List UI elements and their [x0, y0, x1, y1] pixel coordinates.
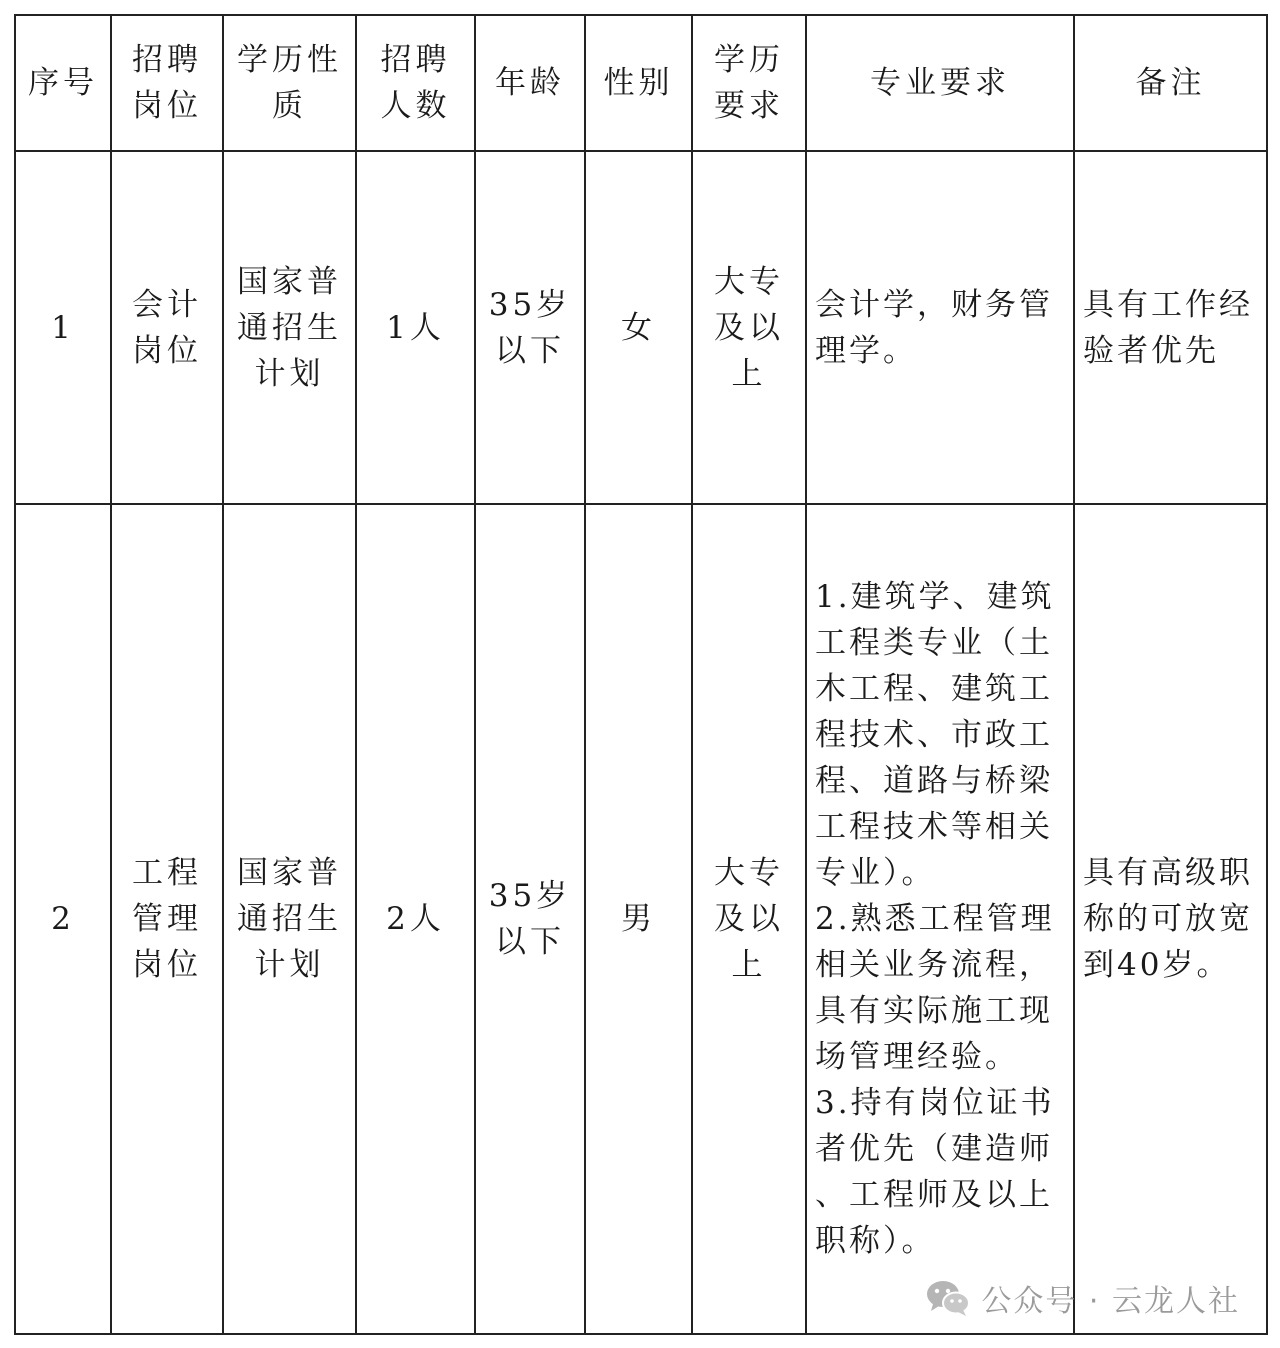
cell-note: 具有工作经 验者优先	[1074, 151, 1267, 504]
cell-age: 35岁 以下	[475, 504, 585, 1334]
header-note: 备注	[1074, 15, 1267, 151]
header-edu-type: 学历性 质	[223, 15, 356, 151]
header-position: 招聘 岗位	[111, 15, 223, 151]
cell-major: 会计学，财务管 理学。	[806, 151, 1074, 504]
header-major: 专业要求	[806, 15, 1074, 151]
header-index: 序号	[15, 15, 111, 151]
cell-edu-type: 国家普 通招生 计划	[223, 504, 356, 1334]
watermark-text: 公众号 · 云龙人社	[981, 1284, 1240, 1319]
cell-position: 会计 岗位	[111, 151, 223, 504]
header-edu-req: 学历 要求	[692, 15, 806, 151]
watermark	[925, 1276, 1240, 1320]
table-row	[15, 151, 1267, 504]
recruitment-table	[14, 14, 1268, 1335]
header-gender: 性别	[585, 15, 692, 151]
cell-edu-req: 大专 及以 上	[692, 151, 806, 504]
cell-count: 2人	[356, 504, 475, 1334]
header-age: 年龄	[475, 15, 585, 151]
table-header-row	[15, 15, 1267, 151]
table-row	[15, 504, 1267, 1334]
cell-major: 1.建筑学、建筑 工程类专业（土 木工程、建筑工 程技术、市政工 程、道路与桥梁 工程技术等相关 专业）。 2.熟悉工程管理 相关业务流程， 具有实际施工现 场管理经验。 3.持有岗位证书 者优先（建造师 、工程师及以上 职称）。	[806, 504, 1074, 1334]
cell-age: 35岁 以下	[475, 151, 585, 504]
cell-note: 具有高级职 称的可放宽 到40岁。	[1074, 504, 1267, 1334]
wechat-icon	[925, 1278, 971, 1318]
cell-position: 工程 管理 岗位	[111, 504, 223, 1334]
cell-count: 1人	[356, 151, 475, 504]
cell-gender: 女	[585, 151, 692, 504]
header-count: 招聘 人数	[356, 15, 475, 151]
cell-gender: 男	[585, 504, 692, 1334]
cell-edu-type: 国家普 通招生 计划	[223, 151, 356, 504]
cell-index: 2	[15, 504, 111, 1334]
cell-edu-req: 大专 及以 上	[692, 504, 806, 1334]
cell-index: 1	[15, 151, 111, 504]
